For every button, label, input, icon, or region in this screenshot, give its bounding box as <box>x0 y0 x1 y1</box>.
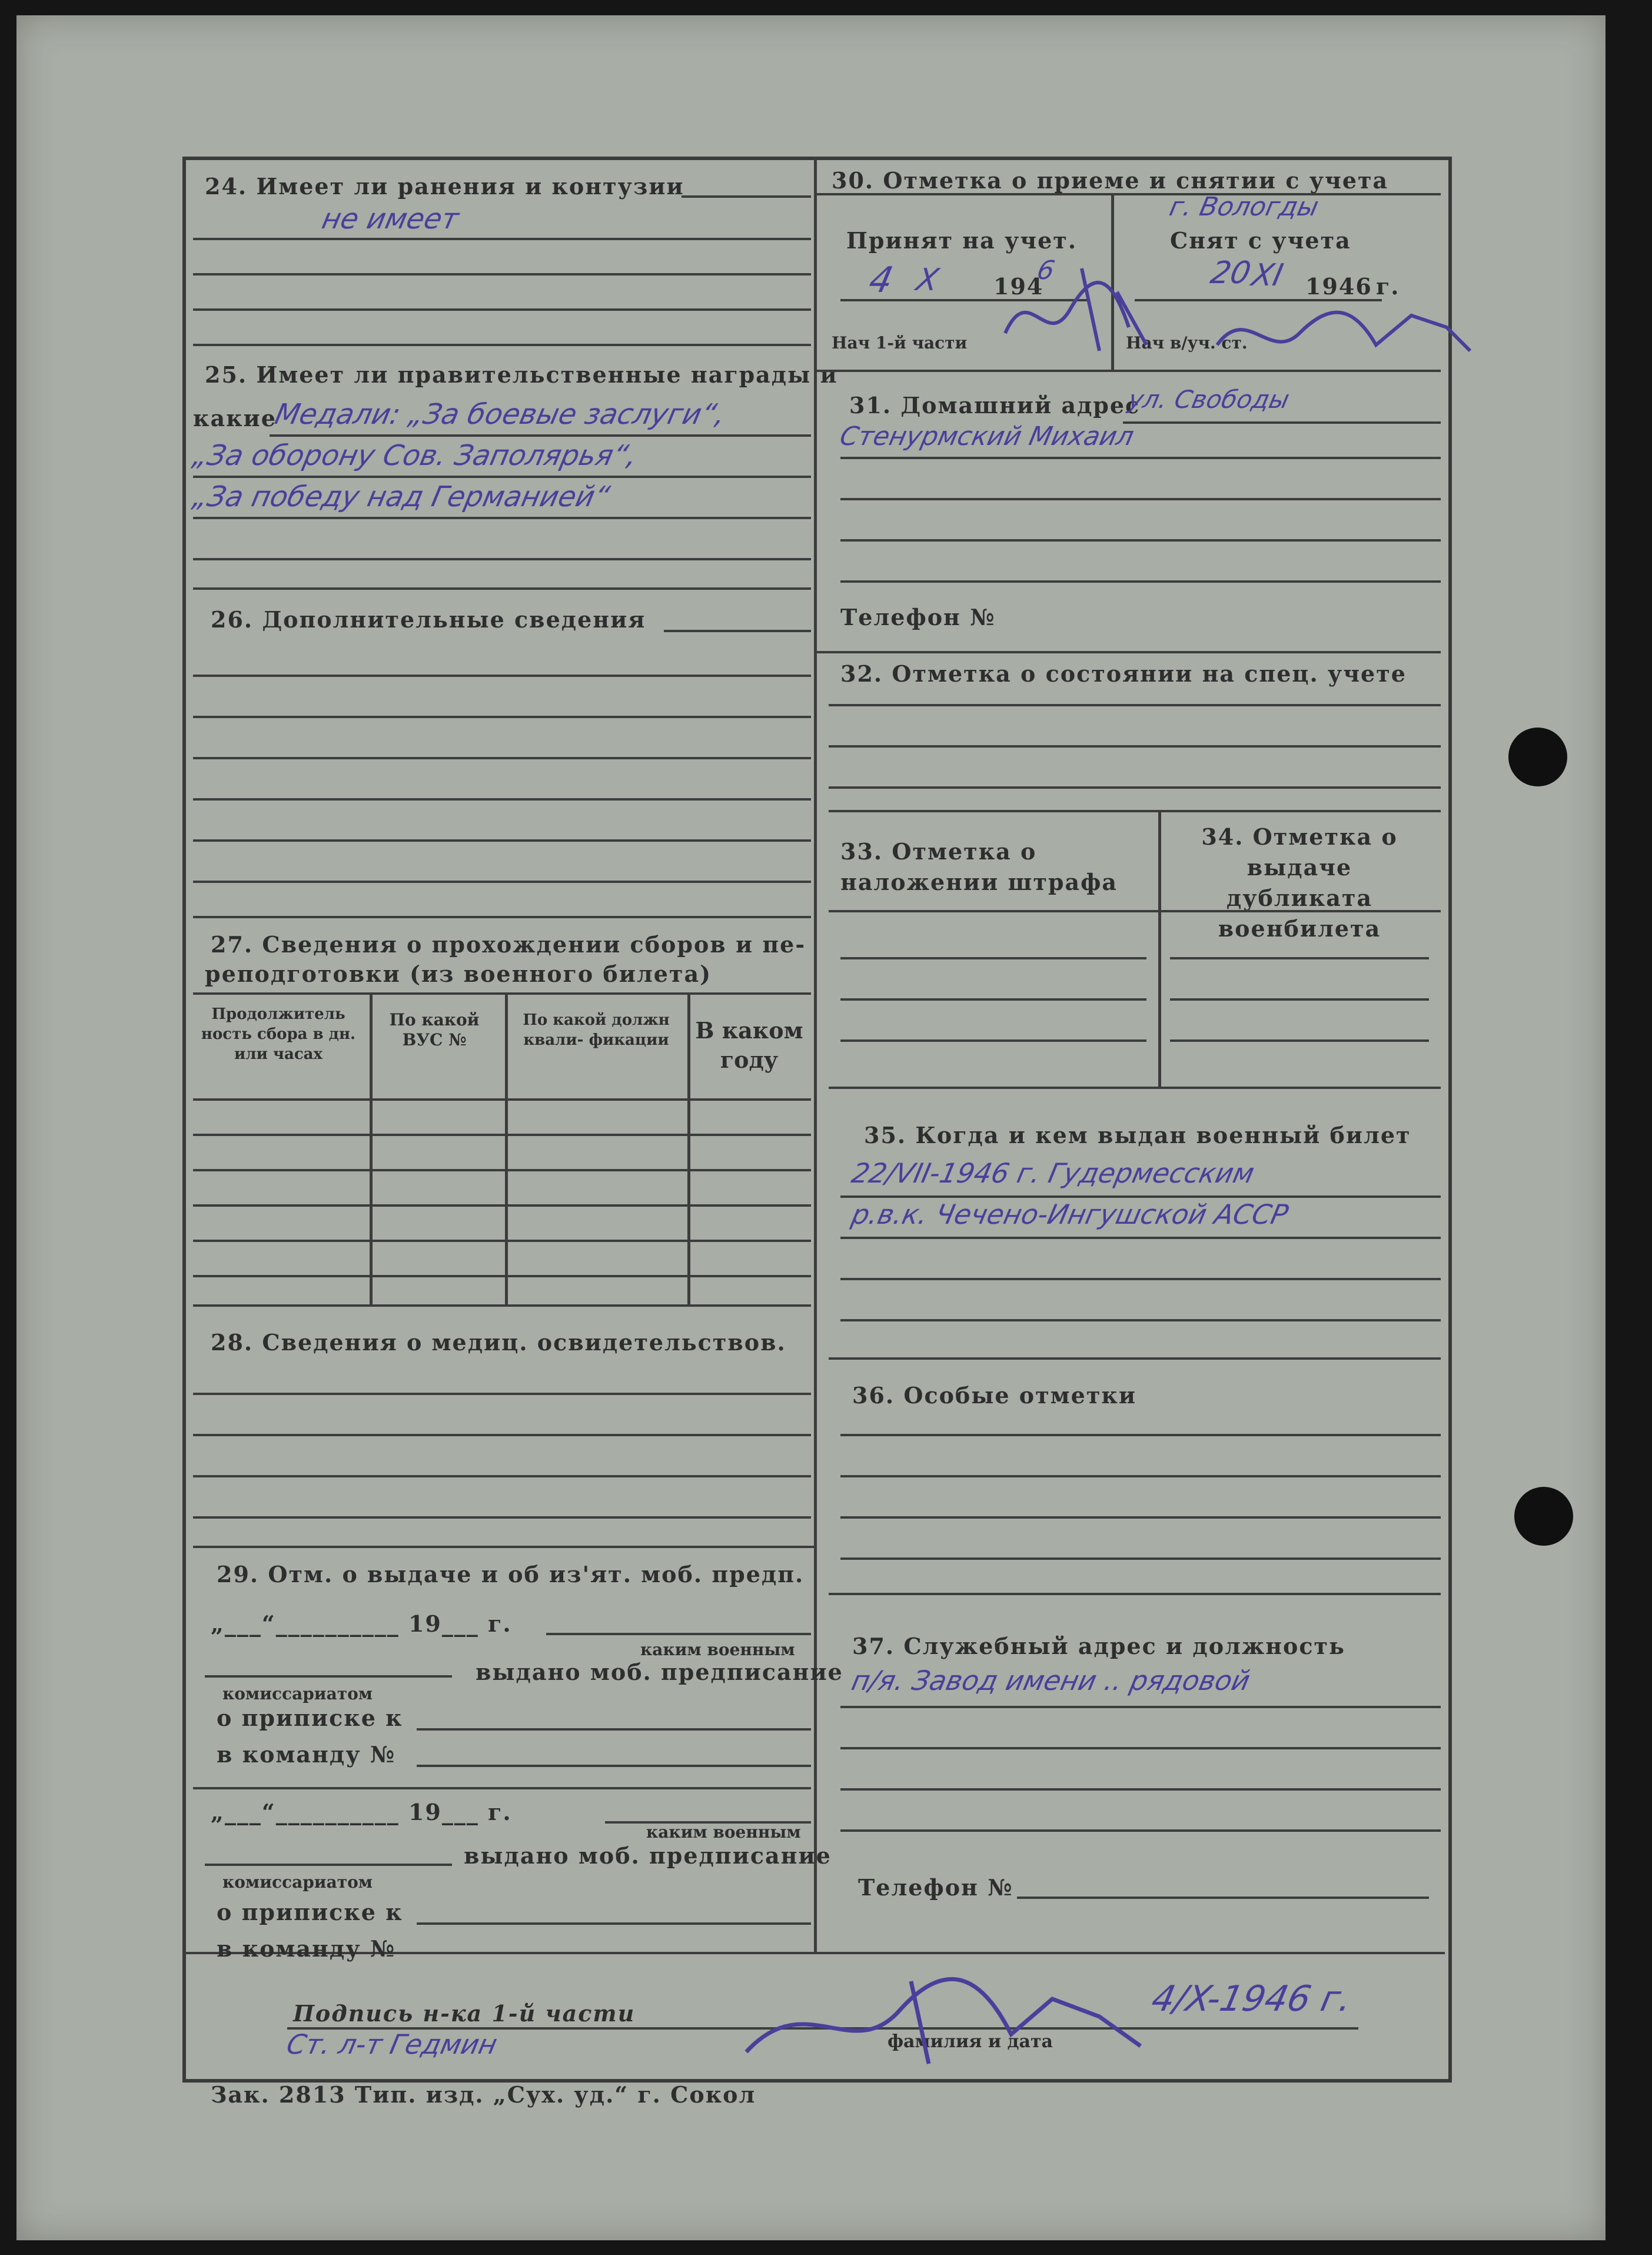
field-24-value: не имеет <box>319 202 462 235</box>
field-31-phone: Телефон № <box>840 604 996 630</box>
field-37-phone: Телефон № <box>858 1874 1013 1901</box>
field-29-date-b: „___“__________ 19___ г. <box>211 1799 512 1825</box>
field-29-team-a: в команду № <box>217 1741 396 1768</box>
document-page <box>16 15 1606 2240</box>
signature-mark-bottom <box>734 1964 1158 2081</box>
field-25-label: 25. Имеет ли правительственные награды и <box>205 361 838 388</box>
field-35-label: 35. Когда и кем выдан военный билет <box>864 1122 1411 1148</box>
table-27-col-1: Продолжитель ность сбора в дн. или часах <box>201 1005 356 1063</box>
field-30-chief-a: Нач 1-й части <box>832 333 968 353</box>
field-30-label: 30. Отметка о приеме и снятии с учета <box>832 167 1389 194</box>
field-36-label: 36. Особые отметки <box>852 1382 1137 1409</box>
field-29-issued-b: выдано моб. предписание <box>464 1842 832 1869</box>
field-25-value-2: „За оборону Сов. Заполярья“, <box>190 439 640 472</box>
field-30-rem-suffix: г. <box>1376 273 1400 300</box>
field-30-acc-year: 194 <box>993 273 1044 300</box>
field-31-value-a: ул. Свободы <box>1125 385 1292 414</box>
field-32-label: 32. Отметка о состоянии на спец. учете <box>840 660 1407 687</box>
field-24-label: 24. Имеет ли ранения и контузии <box>205 173 684 200</box>
field-29-assign-a: о приписке к <box>217 1705 403 1731</box>
field-37-value: п/я. Завод имени .. рядовой <box>849 1665 1253 1696</box>
field-29-label: 29. Отм. о выдаче и об из'ят. моб. предп. <box>217 1561 805 1588</box>
field-31-label: 31. Домашний адрес <box>849 392 1141 419</box>
field-30-removed: Снят с учета <box>1170 227 1351 254</box>
punch-hole <box>1514 1487 1573 1546</box>
field-31-value-b: Стенурмский Михаил <box>837 421 1136 451</box>
table-27-col-3: По какой должн квали- фикации <box>523 1011 670 1049</box>
field-27-label-b: реподготовки (из военного билета) <box>205 961 712 987</box>
field-29-issued-a: выдано моб. предписание <box>476 1659 843 1685</box>
field-26-label: 26. Дополнительные сведения <box>211 606 646 633</box>
field-29-team-b: в команду № <box>217 1935 396 1962</box>
field-29-comm-a: комиссариатом <box>222 1684 373 1703</box>
field-29-small-a: каким военным <box>640 1640 795 1659</box>
fio-date-label: фамилия и дата <box>888 2031 1053 2052</box>
signature-name: Ст. л-т Гедмин <box>284 2028 500 2060</box>
field-30-rem-month: XI <box>1248 258 1287 293</box>
punch-hole <box>1508 728 1567 786</box>
field-34-label: 34. Отметка о выдаче дубликата военбилета <box>1201 823 1398 942</box>
field-37-label: 37. Служебный адрес и должность <box>852 1633 1345 1659</box>
field-30-rem-year: 1946 <box>1305 273 1372 300</box>
field-29-date-a: „___“__________ 19___ г. <box>211 1610 512 1637</box>
field-28-label: 28. Сведения о медиц. освидетельствов. <box>211 1329 786 1356</box>
signature-mark-30b <box>1211 292 1488 380</box>
table-27-col-4: В каком году <box>695 1017 803 1073</box>
field-33-label: 33. Отметка о наложении штрафа <box>840 838 1118 895</box>
sign-date: 4/X-1946 г. <box>1148 1978 1356 2020</box>
field-30-accepted: Принят на учет. <box>846 227 1078 254</box>
field-30-rem-day: 20 <box>1207 255 1254 291</box>
field-29-assign-b: о приписке к <box>217 1899 403 1925</box>
field-29-small-b: каким военным <box>646 1822 801 1842</box>
field-27-label: 27. Сведения о прохождении сборов и пе- <box>211 931 806 958</box>
table-27-col-2: По какой ВУС № <box>389 1010 480 1050</box>
field-35-value-2: р.в.к. Чечено-Ингушской АССР <box>849 1198 1291 1230</box>
field-30-acc-year-digit: 6 <box>1034 255 1058 285</box>
field-25-label-b: какие <box>193 405 277 431</box>
print-info: Зак. 2813 Тип. изд. „Сух. уд.“ г. Сокол <box>211 2081 756 2108</box>
field-35-value-1: 22/VII-1946 г. Гудермесским <box>849 1157 1258 1189</box>
field-29-comm-b: комиссариатом <box>222 1872 373 1892</box>
field-30-chief-b: Нач в/уч. ст. <box>1126 333 1248 353</box>
signature-label: Подпись н-ка 1-й части <box>293 2000 636 2027</box>
field-30-city: г. Вологды <box>1166 192 1321 222</box>
field-30-acc-day: 4 <box>865 260 897 301</box>
field-25-value-3: „За победу над Германией“ <box>190 480 613 513</box>
field-25-value-1: Медали: „За боевые заслуги“, <box>272 398 729 431</box>
field-30-acc-month: X <box>913 263 942 298</box>
